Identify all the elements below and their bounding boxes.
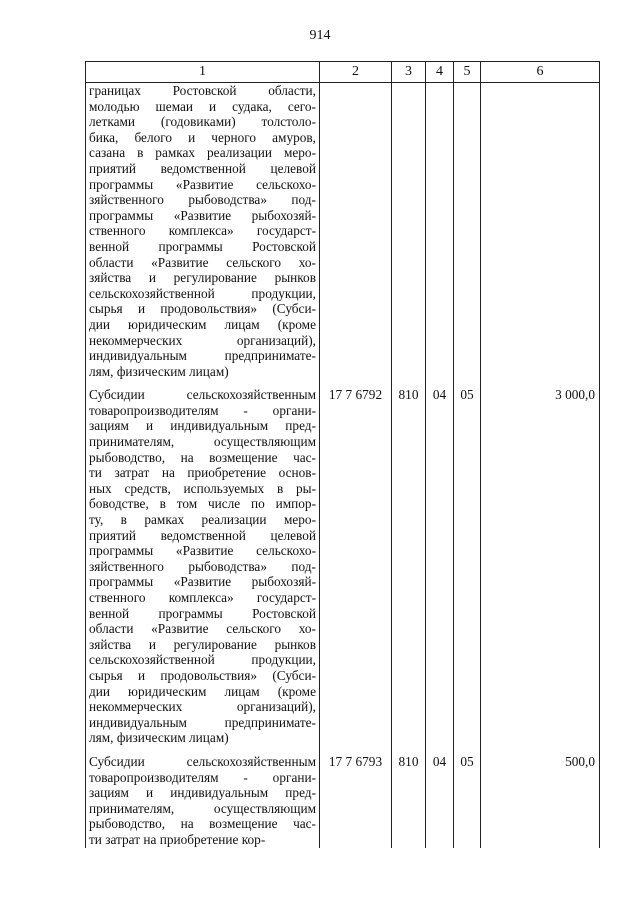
description-line: Субсидии сельскохозяйственным: [89, 753, 316, 769]
description-line: индивидуальным предпринимате-: [89, 714, 316, 730]
description-line: ных средств, используемых в ры-: [89, 480, 316, 496]
description-line: ти затрат на приобретение кор-: [89, 831, 266, 847]
description-line: программы «Развитие рыбохозяй-: [89, 574, 316, 590]
description-line: зациям и индивидуальным пред-: [89, 785, 316, 801]
description-line: области «Развитие сельского хо-: [89, 621, 316, 637]
table-row: [86, 379, 600, 746]
description-line: венной программы Ростовской: [89, 238, 316, 254]
section-code: 04: [426, 746, 454, 848]
page-number: 914: [309, 28, 331, 43]
description-line: молодью шемаи и судака, сего-: [89, 98, 316, 114]
expense-type-code: 810: [392, 746, 426, 848]
column-header: 4: [426, 62, 454, 83]
subsection-code: 05: [454, 379, 481, 746]
budget-table: [85, 61, 600, 848]
expense-type-code: 810: [392, 379, 426, 746]
description-line: ственного комплекса» государст-: [89, 590, 316, 605]
description-line: ту, в рамках реализации меро-: [89, 512, 316, 528]
section-code: [426, 83, 454, 380]
description-line: лям, физическим лицам): [89, 363, 229, 379]
description-line: зяйственного рыбоводства» под-: [89, 558, 316, 574]
target-article-code: 17 7 6793: [320, 746, 392, 848]
description-line: лям, физическим лицам): [89, 730, 229, 746]
row-description: [86, 83, 320, 380]
description-line: приятий ведомственной целевой: [89, 160, 316, 176]
description-line: рыбоводство, на возмещение час-: [89, 816, 316, 832]
row-description: [86, 379, 320, 746]
description-line: принимателям, осуществляющим: [89, 434, 316, 450]
table-row: [86, 83, 600, 380]
description-line: зяйства и регулирование рынков: [89, 636, 316, 652]
description-line: сазана в рамках реализации меро-: [89, 145, 316, 161]
description-line: товаропроизводителям - органи-: [89, 769, 316, 785]
target-article-code: [320, 83, 392, 380]
description-line: области «Развитие сельского хо-: [89, 254, 316, 270]
description-line: зяйственного рыбоводства» под-: [89, 192, 316, 208]
description-line: некоммерческих организаций),: [89, 332, 316, 348]
description-line: сельскохозяйственной продукции,: [89, 285, 316, 301]
description-line: программы «Развитие сельскохо-: [89, 543, 316, 559]
table-row: [86, 746, 600, 848]
column-header: 3: [392, 62, 426, 83]
description-line: индивидуальным предпринимате-: [89, 348, 316, 364]
description-line: венной программы Ростовской: [89, 605, 316, 621]
description-line: товаропроизводителям - органи-: [89, 402, 316, 418]
subsection-code: [454, 83, 481, 380]
description-line: сельскохозяйственной продукции,: [89, 652, 316, 668]
description-line: зациям и индивидуальным пред-: [89, 418, 316, 434]
description-line: дии юридическим лицам (кроме: [89, 316, 316, 332]
description-line: приятий ведомственной целевой: [89, 527, 316, 543]
description-line: программы «Развитие рыбохозяй-: [89, 207, 316, 223]
description-line: принимателям, осуществляющим: [89, 800, 316, 816]
description-line: Субсидии сельскохозяйственным: [89, 387, 316, 403]
description-line: сырья и продовольствия» (Субси-: [89, 301, 316, 317]
description-line: ти затрат на приобретение основ-: [89, 465, 316, 481]
column-header: 1: [86, 62, 320, 83]
amount: [481, 83, 600, 380]
column-header: 5: [454, 62, 481, 83]
description-line: рыбоводство, на возмещение час-: [89, 449, 316, 465]
description-line: летками (годовиками) толстоло-: [89, 114, 316, 130]
description-line: бика, белого и черного амуров,: [89, 129, 316, 145]
column-header: 2: [320, 62, 392, 83]
description-line: программы «Развитие сельскохо-: [89, 176, 316, 192]
description-line: ственного комплекса» государст-: [89, 223, 316, 239]
description-line: дии юридическим лицам (кроме: [89, 683, 316, 699]
description-line: зяйства и регулирование рынков: [89, 270, 316, 286]
subsection-code: 05: [454, 746, 481, 848]
description-line: сырья и продовольствия» (Субси-: [89, 667, 316, 683]
description-line: некоммерческих организаций),: [89, 699, 316, 715]
target-article-code: 17 7 6792: [320, 379, 392, 746]
row-description: [86, 746, 320, 848]
description-line: границах Ростовской области,: [89, 83, 316, 98]
table-body: [86, 83, 600, 848]
description-line: боводстве, в том числе по импор-: [89, 496, 316, 512]
section-code: 04: [426, 379, 454, 746]
amount: 500,0: [481, 746, 600, 848]
table-header-row: [86, 62, 600, 83]
amount: 3 000,0: [481, 379, 600, 746]
expense-type-code: [392, 83, 426, 380]
column-header: 6: [481, 62, 600, 83]
